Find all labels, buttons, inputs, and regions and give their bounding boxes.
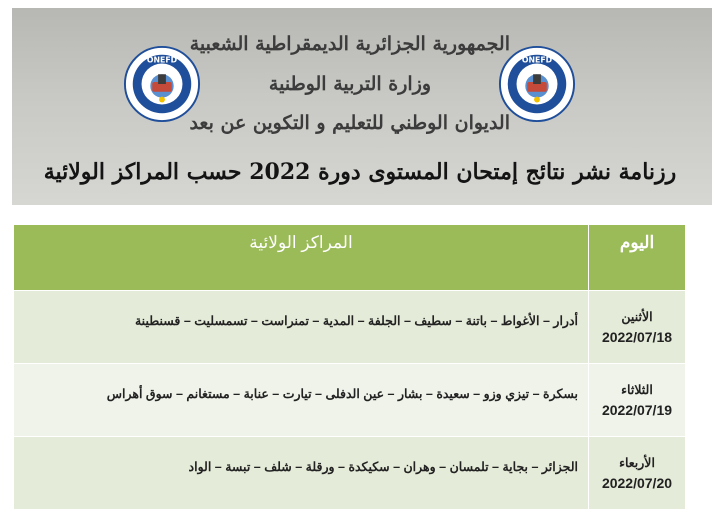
logo-text: ONEFD (146, 55, 178, 65)
ministry-name: وزارة التربية الوطنية (268, 73, 432, 95)
day-cell (589, 437, 686, 510)
header-centers: المراكز الولائية (14, 225, 589, 291)
office-name: الديوان الوطني للتعليم و التكوين عن بعد (189, 112, 510, 134)
day-cell (589, 364, 686, 437)
day-date: 2022/07/18 (601, 329, 673, 345)
republic-name: الجمهورية الجزائرية الديمقراطية الشعبية (189, 33, 510, 55)
centers-cell: أدرار – الأغواط – باتنة – سطيف – الجلفة – المدية – تمنراست – تسمسليت – قسنطينة (14, 291, 589, 364)
day-name: الثلاثاء (621, 383, 653, 397)
centers-cell: الجزائر – بجاية – تلمسان – وهران – سكيكدة – ورقلة – شلف – تبسة – الواد (14, 437, 589, 510)
day-date: 2022/07/19 (601, 402, 673, 418)
table-row (14, 364, 686, 437)
day-date: 2022/07/20 (601, 475, 673, 491)
table-header-row (14, 225, 686, 291)
centers-cell: بسكرة – تيزي وزو – سعيدة – بشار – عين الدفلى – تيارت – عنابة – مستغانم – سوق أهراس (14, 364, 589, 437)
results-schedule-table (13, 224, 686, 510)
day-name: الأثنين (621, 310, 653, 324)
page-title: رزنامة نشر نتائج إمتحان المستوى دورة 2022 حسب المراكز الولائية (43, 159, 677, 185)
logo-text: ONEFD (521, 55, 553, 65)
table-row (14, 291, 686, 364)
header-day: اليوم (589, 225, 686, 291)
day-name: الأربعاء (619, 456, 655, 470)
day-cell (589, 291, 686, 364)
table-row (14, 437, 686, 510)
